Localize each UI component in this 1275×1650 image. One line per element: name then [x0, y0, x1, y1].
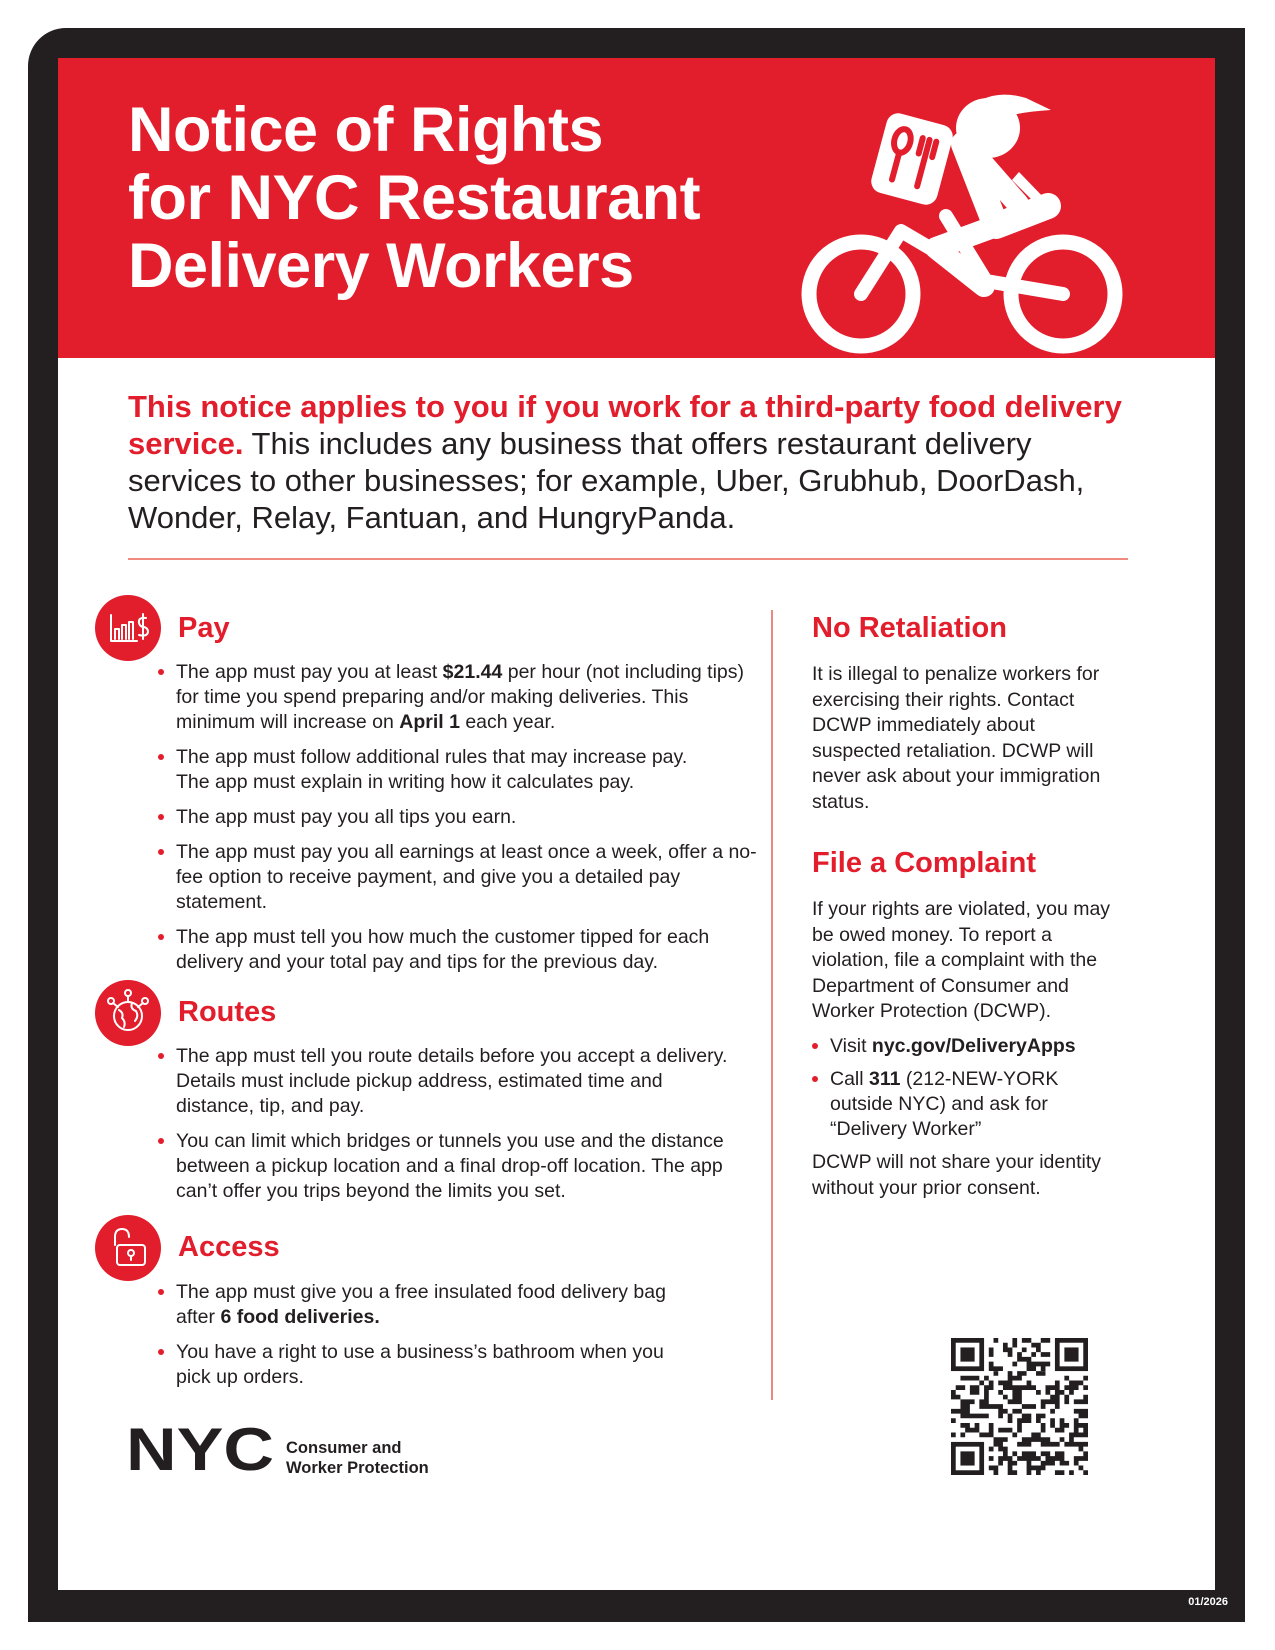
list-item: The app must follow additional rules that may increase pay. The app must explain in writing how it calculates pay. — [158, 745, 758, 795]
qr-code[interactable] — [951, 1338, 1088, 1475]
retaliation-text: It is illegal to penalize workers for exercising their rights. Contact DCWP immediately about suspected retaliation. DCWP will never ask about your immigration status. — [812, 663, 1101, 813]
intro-body: This includes any business that offers restaurant delivery services to other businesses; for example, Uber, Grubhub, DoorDash, Wonder, Relay, Fantuan, and HungryPanda. — [128, 426, 1085, 535]
page-title — [128, 96, 700, 300]
list-item: The app must pay you all earnings at least once a week, offer a no-fee option to receive payment, and give you a detailed pay statement. — [158, 840, 758, 915]
nyc-logo — [126, 1424, 276, 1474]
list-item: Call 311 (212-NEW-YORK outside NYC) and ask for “Delivery Worker” — [812, 1067, 1112, 1142]
list-item: You can limit which bridges or tunnels you use and the distance between a pickup location and a final drop-off location. The app can’t offer you trips beyond the limits you set. — [158, 1129, 758, 1204]
section-title-access: Access — [178, 1231, 280, 1263]
list-item: The app must tell you how much the customer tipped for each delivery and your total pay and tips for the previous day. — [158, 925, 758, 975]
qr-finder-pattern — [1057, 1340, 1085, 1368]
divider-vertical — [771, 610, 773, 1400]
intro-lead: This notice applies to you if you work for a third-party food delivery service. — [128, 389, 1122, 461]
list-item: The app must tell you route details before you accept a delivery. Details must include pickup address, estimated time and distance, tip, and pay. — [158, 1044, 758, 1119]
pay-list — [158, 660, 758, 985]
title-line-1: Notice of Rights — [128, 95, 603, 165]
section-title-no-retaliation: No Retaliation — [812, 612, 1007, 644]
globe-route-icon — [95, 980, 161, 1046]
consent-text: DCWP will not share your identity without your prior consent. — [812, 1151, 1101, 1199]
unlocked-padlock-icon — [95, 1215, 161, 1281]
qr-finder-pattern — [953, 1444, 981, 1472]
title-line-3: Delivery Workers — [128, 231, 634, 301]
list-item: The app must pay you all tips you earn. — [158, 805, 758, 830]
section-title-routes: Routes — [178, 996, 277, 1028]
phone-311[interactable]: 311 — [869, 1068, 901, 1090]
list-item: Visit nyc.gov/DeliveryApps — [812, 1034, 1112, 1059]
divider-horizontal — [128, 558, 1128, 560]
list-item: The app must pay you at least $21.44 per hour (not including tips) for time you spend preparing and/or making deliveries. This minimum will increase on April 1 each year. — [158, 660, 758, 735]
delivery-apps-link[interactable]: nyc.gov/DeliveryApps — [871, 1035, 1076, 1057]
routes-list — [158, 1044, 758, 1214]
notice-sheet — [58, 58, 1215, 1590]
list-item: The app must give you a free insulated food delivery bag after 6 food deliveries. — [158, 1280, 758, 1330]
agency-name: Consumer and Worker Protection — [286, 1439, 429, 1477]
pay-chart-icon — [95, 595, 161, 661]
intro-paragraph — [128, 388, 1128, 536]
qr-finder-pattern — [953, 1340, 981, 1368]
complaint-text: If your rights are violated, you may be owed money. To report a violation, file a complaint with the Department of Consumer and Worker Protection (DCWP). — [812, 898, 1111, 1022]
svg-text:NYC: NYC — [126, 1424, 274, 1474]
date-code: 01/2026 — [1188, 1596, 1228, 1608]
section-title-pay: Pay — [178, 612, 230, 644]
list-item: You have a right to use a business’s bathroom when you pick up orders. — [158, 1340, 758, 1390]
bike-delivery-icon — [786, 76, 1131, 356]
complaint-list — [812, 1034, 1112, 1152]
access-list — [158, 1280, 758, 1400]
title-line-2: for NYC Restaurant — [128, 163, 701, 233]
header-banner — [58, 58, 1215, 358]
section-title-file-complaint: File a Complaint — [812, 847, 1036, 879]
